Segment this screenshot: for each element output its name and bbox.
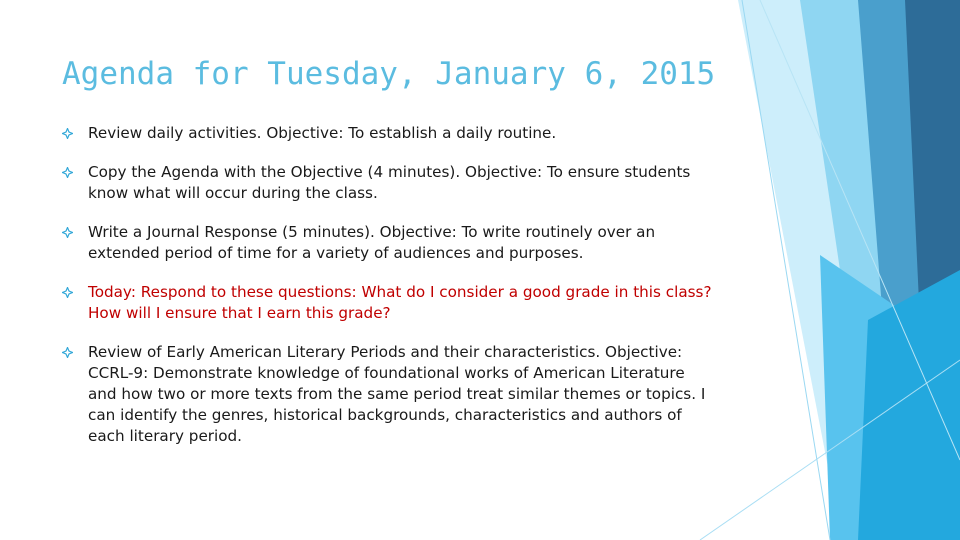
agenda-item-text: Today: Respond to these questions: What do I consider a good grade in this class? How will I ensure that I earn this grade?	[88, 283, 712, 322]
agenda-list	[62, 123, 712, 465]
agenda-item	[62, 162, 712, 204]
four-point-diamond-icon	[62, 287, 73, 298]
four-point-diamond-icon	[62, 347, 73, 358]
slide-title: Agenda for Tuesday, January 6, 2015	[62, 56, 716, 92]
four-point-diamond-icon	[62, 128, 73, 139]
agenda-item	[62, 123, 712, 144]
agenda-item-text: Review of Early American Literary Periods and their characteristics. Objective: CCRL-9: Demonstrate knowledge of foundational works of American Literature and how two or more texts from the same period treat similar themes or topics. I can identify the genres, historical backgrounds, characteristics and authors of each literary period.	[88, 343, 706, 445]
agenda-item	[62, 342, 712, 447]
agenda-item-text: Review daily activities. Objective: To establish a daily routine.	[88, 124, 557, 142]
four-point-diamond-icon	[62, 227, 73, 238]
four-point-diamond-icon	[62, 167, 73, 178]
agenda-item-text: Write a Journal Response (5 minutes). Objective: To write routinely over an extended period of time for a variety of audiences and purposes.	[88, 223, 656, 262]
agenda-item	[62, 222, 712, 264]
agenda-item-highlighted	[62, 282, 712, 324]
agenda-item-text: Copy the Agenda with the Objective (4 minutes). Objective: To ensure students know what will occur during the class.	[88, 163, 691, 202]
